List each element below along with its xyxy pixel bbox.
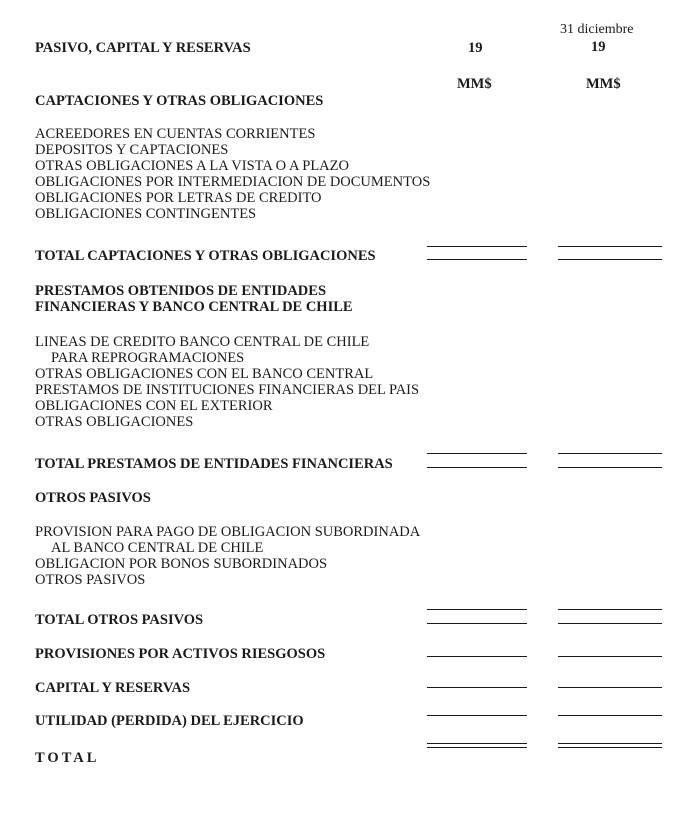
rule <box>427 453 527 454</box>
line-item: PARA REPROGRAMACIONES <box>51 350 245 366</box>
line-item: OBLIGACION POR BONOS SUBORDINADOS <box>35 556 328 572</box>
rule <box>427 743 527 744</box>
rule <box>427 715 527 716</box>
rule <box>558 246 662 247</box>
utilidad-label: UTILIDAD (PERDIDA) DEL EJERCICIO <box>35 713 304 729</box>
line-item: OBLIGACIONES POR LETRAS DE CREDITO <box>35 190 322 206</box>
rule <box>558 715 662 716</box>
capital-label: CAPITAL Y RESERVAS <box>35 680 191 696</box>
section-heading-prestamos-line-2: FINANCIERAS Y BANCO CENTRAL DE CHILE <box>35 299 353 315</box>
section-heading-prestamos: PRESTAMOS OBTENIDOS DE ENTIDADES <box>35 283 327 299</box>
line-item: OBLIGACIONES CONTINGENTES <box>35 206 257 222</box>
grand-total-label: TOTAL <box>35 750 100 766</box>
total-captaciones-label: TOTAL CAPTACIONES Y OTRAS OBLIGACIONES <box>35 248 376 264</box>
rule <box>558 259 662 260</box>
column-1-unit: MM$ <box>457 76 492 92</box>
rule <box>427 246 527 247</box>
section-heading-otros-pasivos: OTROS PASIVOS <box>35 490 151 506</box>
line-item: OTRAS OBLIGACIONES <box>35 414 194 430</box>
line-item: OTROS PASIVOS <box>35 572 146 588</box>
rule <box>558 467 662 468</box>
rule <box>427 747 527 748</box>
column-2-date: 31 diciembre <box>560 22 634 37</box>
provisiones-label: PROVISIONES POR ACTIVOS RIESGOSOS <box>35 646 326 662</box>
rule <box>427 623 527 624</box>
line-item: AL BANCO CENTRAL DE CHILE <box>51 540 264 556</box>
line-item: ACREEDORES EN CUENTAS CORRIENTES <box>35 126 316 142</box>
page-title: PASIVO, CAPITAL Y RESERVAS <box>35 40 251 56</box>
rule <box>558 623 662 624</box>
line-item: PRESTAMOS DE INSTITUCIONES FINANCIERAS DEL PAIS <box>35 382 420 398</box>
rule <box>427 656 527 657</box>
rule <box>558 687 662 688</box>
line-item: LINEAS DE CREDITO BANCO CENTRAL DE CHILE <box>35 334 370 350</box>
section-heading-captaciones: CAPTACIONES Y OTRAS OBLIGACIONES <box>35 93 324 109</box>
rule <box>558 453 662 454</box>
column-1-year: 19 <box>468 40 483 56</box>
rule <box>427 259 527 260</box>
line-item: DEPOSITOS Y CAPTACIONES <box>35 142 229 158</box>
column-2-year: 19 <box>591 39 606 55</box>
total-prestamos-label: TOTAL PRESTAMOS DE ENTIDADES FINANCIERAS <box>35 456 393 472</box>
rule <box>427 687 527 688</box>
rule <box>427 609 527 610</box>
column-2-unit: MM$ <box>586 76 621 92</box>
line-item: OTRAS OBLIGACIONES CON EL BANCO CENTRAL <box>35 366 374 382</box>
rule <box>427 467 527 468</box>
rule <box>558 609 662 610</box>
line-item: OBLIGACIONES POR INTERMEDIACION DE DOCUMENTOS <box>35 174 431 190</box>
rule <box>558 656 662 657</box>
rule <box>558 747 662 748</box>
line-item: PROVISION PARA PAGO DE OBLIGACION SUBORDINADA <box>35 524 421 540</box>
line-item: OTRAS OBLIGACIONES A LA VISTA O A PLAZO <box>35 158 349 174</box>
total-otros-pasivos-label: TOTAL OTROS PASIVOS <box>35 612 204 628</box>
line-item: OBLIGACIONES CON EL EXTERIOR <box>35 398 273 414</box>
rule <box>558 743 662 744</box>
